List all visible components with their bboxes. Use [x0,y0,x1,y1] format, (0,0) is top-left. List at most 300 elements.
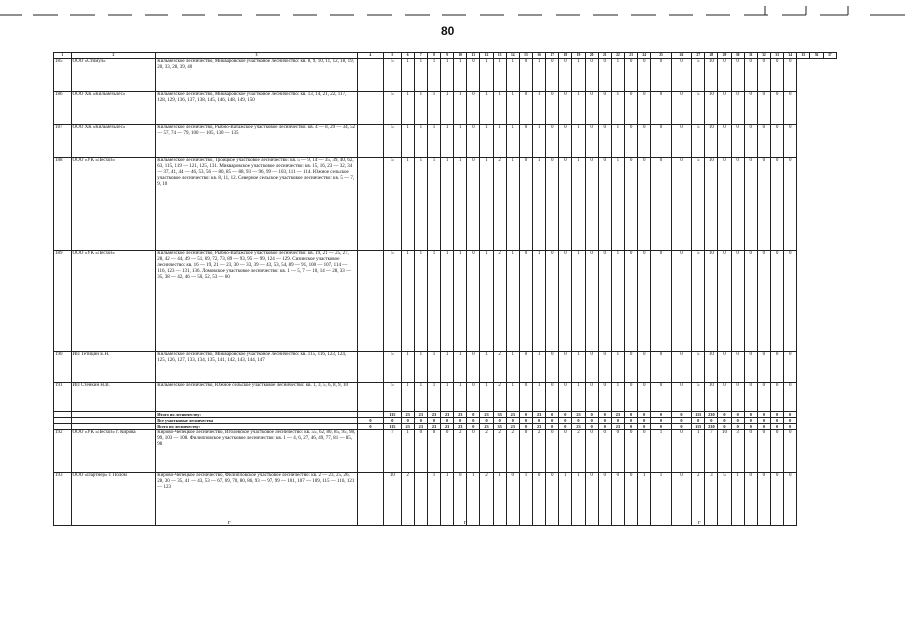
indicator-value: 1 [401,352,414,383]
column-number: 37 [823,53,836,59]
indicator-value: 0 [625,251,638,352]
indicator-value: 1 [441,473,454,526]
totals-value: 0 [506,418,519,424]
indicator-value: 5 [384,251,402,352]
indicator-value: 0 [671,352,691,383]
indicator-value: 0 [744,92,757,125]
indicator-value: 0 [744,125,757,158]
totals-label: Всего по лесничеству: [156,424,358,430]
indicator-value: 0 [467,59,480,92]
totals-value: 0 [467,412,480,418]
indicator-value: 1 [467,473,480,526]
indicator-value: 0 [718,251,731,352]
indicator-value [357,383,383,412]
indicator-value: 1 [493,125,506,158]
footer-mark: г [228,520,231,526]
row-number: 186 [54,92,72,125]
totals-value: 0 [598,424,611,430]
indicator-value: 1 [480,59,493,92]
totals-value: 230 [705,424,718,430]
indicator-value: 1 [519,473,532,526]
indicator-value: 2 [493,383,506,412]
indicator-value: 1 [611,59,624,92]
indicator-value: 0 [519,92,532,125]
column-number: 6 [401,53,414,59]
indicator-value: 0 [625,158,638,251]
totals-value: 0 [784,412,797,418]
indicator-value: 0 [638,383,651,412]
indicator-value: 2 [692,473,705,526]
column-number: 30 [731,53,744,59]
indicator-value: 1 [731,473,744,526]
indicator-value: 0 [651,251,671,352]
totals-value: 23 [441,424,454,430]
indicator-value: 1 [572,352,585,383]
footer-mark: г [464,520,467,526]
indicator-value: 0 [467,158,480,251]
indicator-value: 1 [414,158,427,251]
totals-label: Итого по лесничеству: [156,412,358,418]
indicator-value: 1 [480,251,493,352]
indicator-value: 2 [493,158,506,251]
indicator-value: 0 [598,352,611,383]
totals-value: 0 [651,418,671,424]
forestry-description: Кирово-Чепецкое лесничество, Иголевское участковое лесничество: кв. 55, 62, 80, 85, 95, 98, 99, 103 — 108. Филипповское участковое лесничество: кв. 1 — 4, 6, 27, 46, 49, 77, 81 — 85, 98 [156,430,358,473]
indicator-value: 1 [441,59,454,92]
row-number: 185 [54,59,72,92]
indicator-value: 1 [493,473,506,526]
indicator-value: 5 [718,473,731,526]
totals-value: 0 [401,418,414,424]
indicator-value: 0 [757,473,770,526]
indicator-value: 0 [467,352,480,383]
totals-value: 0 [598,418,611,424]
totals-value: 35 [493,424,506,430]
tenant-name: ООО ХК «Кильмезьлес» [71,92,156,125]
totals-value: 0 [671,412,691,418]
indicator-value: 1 [559,473,572,526]
indicator-value: 0 [671,59,691,92]
indicator-value: 1 [401,430,414,473]
column-number: 31 [744,53,757,59]
indicator-value: 1 [427,125,440,158]
indicator-value: 0 [731,59,744,92]
indicator-value: 1 [480,125,493,158]
totals-value: 23 [454,424,467,430]
totals-value: 115 [384,412,402,418]
indicator-value: 0 [585,92,598,125]
indicator-value: 0 [671,430,691,473]
indicator-value: 1 [533,251,546,352]
indicator-value: 0 [757,59,770,92]
indicator-value: 1 [638,473,651,526]
column-number: 21 [598,53,611,59]
indicator-value: 0 [744,251,757,352]
forestry-description: Кильмезское лесничество, Микваровское участковое лесничество: кв. 13, 14, 21, 22, 117, 128, 129, 136, 137, 138, 145, 146, 148, 149, 150 [156,92,358,125]
indicator-value: 2 [493,251,506,352]
indicator-value: 1 [480,352,493,383]
totals-value: 23 [427,424,440,430]
column-number: 36 [810,53,823,59]
totals-value: 0 [731,412,744,418]
indicator-value: 1 [651,430,671,473]
totals-value: 0 [546,418,559,424]
indicator-value: 0 [427,430,440,473]
totals-value: 23 [506,424,519,430]
indicator-value: 0 [671,473,691,526]
indicator-value: 1 [427,352,440,383]
indicator-value: 0 [546,352,559,383]
indicator-value: 1 [692,430,705,473]
indicator-value: 1 [480,92,493,125]
indicator-value: 0 [651,92,671,125]
indicator-value: 1 [441,92,454,125]
indicator-value: 0 [559,158,572,251]
indicator-value: 0 [519,125,532,158]
totals-value: 0 [718,412,731,418]
indicator-value: 1 [506,158,519,251]
indicator-value: 1 [427,473,440,526]
indicator-value: 1 [454,251,467,352]
totals-value: 0 [757,418,770,424]
column-number: 27 [692,53,705,59]
indicator-value: 10 [384,473,402,526]
indicator-value: 0 [506,473,519,526]
totals-value: 0 [572,418,585,424]
indicator-value: 0 [611,430,624,473]
indicator-value: 0 [454,473,467,526]
column-number: 5 [384,53,402,59]
indicator-value: 1 [533,158,546,251]
indicator-value: 2 [572,430,585,473]
totals-value: 0 [625,418,638,424]
totals-value: 0 [467,424,480,430]
indicator-value: 1 [401,59,414,92]
indicator-value: 0 [638,251,651,352]
column-number: 2 [71,53,156,59]
totals-value: 0 [480,418,493,424]
indicator-value: 1 [401,92,414,125]
totals-value: 23 [572,412,585,418]
indicator-value [357,92,383,125]
indicator-value: 1 [611,352,624,383]
column-number: 12 [480,53,493,59]
indicator-value: 1 [572,158,585,251]
indicator-value: 0 [598,158,611,251]
totals-value: 0 [651,424,671,430]
indicator-value: 1 [506,59,519,92]
column-number: 17 [546,53,559,59]
column-number: 33 [771,53,784,59]
indicator-value: 5 [692,158,705,251]
table-row [54,158,837,251]
indicator-value: 0 [731,383,744,412]
totals-value: 0 [625,412,638,418]
totals-value: 0 [585,424,598,430]
indicator-value: 1 [401,125,414,158]
indicator-value [357,251,383,352]
indicator-value: 5 [384,383,402,412]
indicator-value: 0 [731,158,744,251]
indicator-value: 0 [585,251,598,352]
totals-value: 0 [784,424,797,430]
indicator-value: 0 [546,473,559,526]
totals-value: 0 [585,412,598,418]
row-number: 190 [54,352,72,383]
indicator-value: 0 [651,158,671,251]
indicator-value: 0 [731,92,744,125]
indicator-value: 0 [718,352,731,383]
indicator-value: 2 [533,430,546,473]
indicator-value: 1 [533,352,546,383]
indicator-value: 1 [454,352,467,383]
indicator-value: 0 [559,125,572,158]
totals-value: 23 [572,424,585,430]
indicator-value: 1 [454,158,467,251]
indicator-value: 0 [638,430,651,473]
indicator-value: 0 [625,473,638,526]
table-row [54,383,837,412]
totals-value: 0 [441,418,454,424]
totals-value: 0 [625,424,638,430]
indicator-value: 1 [441,352,454,383]
totals-value: 23 [611,412,624,418]
totals-value: 0 [611,418,624,424]
indicator-value: 1 [441,383,454,412]
indicator-value: 0 [651,59,671,92]
column-number: 14 [506,53,519,59]
totals-value: 0 [705,418,718,424]
indicator-value: 0 [784,125,797,158]
totals-value: 0 [585,418,598,424]
indicator-value: 0 [671,158,691,251]
totals-value: 0 [784,418,797,424]
indicator-value: 0 [718,383,731,412]
indicator-value: 1 [611,125,624,158]
indicator-value: 1 [401,158,414,251]
indicator-value: 0 [744,158,757,251]
indicator-value: 0 [519,430,532,473]
forestry-description: Кильмезское лесничество, Южное сельское участковое лесничество: кв. 1, 3, 5, 6, 8, 9, 10 [156,383,358,412]
indicator-value: 5 [384,158,402,251]
indicator-value: 2 [493,430,506,473]
forestry-description: Кирово-Чепецкое лесничество, Филипповское участковое лесничество: кв. 2 — 23, 25, 26, 28, 30 — 35, 41 — 43, 53 — 67, 69, 70, 80, 86, 93 — 97, 99 — 101, 107 — 109, 115 — 116, 121 — 123 [156,473,358,526]
indicator-value: 1 [401,383,414,412]
column-number: 8 [427,53,440,59]
row-number: 188 [54,158,72,251]
indicator-value: 0 [744,430,757,473]
indicator-value: 0 [771,383,784,412]
indicator-value: 1 [506,92,519,125]
indicator-value: 1 [454,59,467,92]
forestry-description: Кильмезское лесничество, Троицкое участковое лесничество: кв. 5 — 9, 14 — 35, 39, 40, 62, 63, 115, 119 — 121, 125, 131. Микваровское участковое лесничество: кв. 15, 16, 23 — 32, 34 — 37, 41, 44 — 46, 53, 56 — 80, 85 — 88, 93 — 96, 99 — 103, 111 — 114. Южное сельское участковое лесничество: кв. 8, 11, 12. Северное сельское участковое лесничество: кв. 5 — 7, 9, 10 [156,158,358,251]
indicator-value: 0 [467,251,480,352]
indicator-value: 0 [559,383,572,412]
indicator-value: 0 [784,473,797,526]
totals-value: 115 [692,424,705,430]
totals-value: 23 [533,424,546,430]
indicator-value: 0 [598,125,611,158]
indicator-value: 1 [506,251,519,352]
totals-value: 23 [401,424,414,430]
indicator-value: 1 [427,158,440,251]
indicator-value: 0 [546,383,559,412]
indicator-value: 1 [454,125,467,158]
indicator-value: 10 [705,251,718,352]
row-number: 192 [54,430,72,473]
indicator-value: 0 [559,92,572,125]
indicator-value: 10 [705,125,718,158]
indicator-value: 1 [454,383,467,412]
table-row [54,352,837,383]
column-number: 10 [454,53,467,59]
indicator-value: 0 [784,251,797,352]
indicator-value: 0 [784,158,797,251]
indicator-value: 7 [705,430,718,473]
indicator-value: 1 [414,59,427,92]
column-number: 13 [493,53,506,59]
row-number: 189 [54,251,72,352]
indicator-value: 0 [771,92,784,125]
totals-value: 0 [731,424,744,430]
column-number: 15 [519,53,532,59]
totals-value: 23 [441,412,454,418]
indicator-value: 0 [671,125,691,158]
row-number: 191 [54,383,72,412]
indicator-value: 1 [572,251,585,352]
indicator-value: 1 [506,352,519,383]
column-number: 7 [414,53,427,59]
totals-value: 0 [357,418,383,424]
indicator-value: 1 [427,59,440,92]
totals-value: 115 [692,412,705,418]
indicator-value: 1 [493,92,506,125]
indicator-value: 1 [441,251,454,352]
indicator-value: 1 [533,125,546,158]
indicator-value: 0 [651,125,671,158]
indicator-value: 2 [454,430,467,473]
totals-value: 0 [533,418,546,424]
indicator-value: 1 [533,92,546,125]
indicator-value: 0 [757,352,770,383]
indicator-value: 0 [757,158,770,251]
totals-label: Все участковые лесничества [156,418,358,424]
indicator-value: 5 [692,352,705,383]
totals-value: 0 [427,418,440,424]
tenant-name: ИП Стенкин Н.В. [71,383,156,412]
indicator-value: 0 [519,158,532,251]
indicator-value: 0 [731,125,744,158]
indicator-value: 1 [414,352,427,383]
indicator-value: 2 [480,430,493,473]
indicator-value: 0 [671,92,691,125]
totals-value: 23 [414,412,427,418]
indicator-value: 2 [401,473,414,526]
indicator-value: 3 [731,430,744,473]
totals-value: 0 [598,412,611,418]
totals-value: 0 [546,412,559,418]
totals-value: 0 [744,412,757,418]
table-row [54,473,837,526]
totals-value: 0 [414,418,427,424]
page-number: 80 [441,24,455,38]
totals-value: 23 [611,424,624,430]
column-number: 24 [638,53,651,59]
indicator-value: 0 [731,251,744,352]
totals-value: 0 [671,418,691,424]
indicator-value: 1 [493,59,506,92]
indicator-value: 0 [757,125,770,158]
indicator-value: 0 [414,430,427,473]
totals-value: 0 [671,424,691,430]
column-number: 22 [611,53,624,59]
indicator-value: 1 [611,92,624,125]
indicator-value [357,473,383,526]
indicator-value: 1 [533,59,546,92]
indicator-value: 0 [718,92,731,125]
indicator-value: 5 [692,92,705,125]
column-number: 25 [651,53,671,59]
indicator-value: 0 [519,59,532,92]
indicator-value [357,430,383,473]
column-number: 16 [533,53,546,59]
column-number: 35 [797,53,810,59]
indicator-value: 0 [625,59,638,92]
tenant-name: ООО «Партнер» г. Полом [71,473,156,526]
indicator-value: 0 [784,92,797,125]
column-number: 19 [572,53,585,59]
indicator-value: 0 [651,352,671,383]
indicator-value: 0 [671,251,691,352]
register-table [53,52,837,526]
tenant-name: ООО «УК «Лесхоз» г. Кирова [71,430,156,473]
indicator-value: 10 [718,430,731,473]
indicator-value: 10 [705,158,718,251]
indicator-value: 0 [467,430,480,473]
forestry-description: Кильмезское лесничество, Рыбно-Ватажское участковое лесничество: кв. 4 — 8, 29 — 34, 52 — 57, 74 — 79, 100 — 105, 130 — 135 [156,125,358,158]
indicator-value: 0 [585,430,598,473]
indicator-value: 0 [467,92,480,125]
column-number: 32 [757,53,770,59]
totals-value: 23 [533,412,546,418]
indicator-value: 0 [585,352,598,383]
indicator-value: 0 [731,352,744,383]
indicator-value: 0 [441,430,454,473]
indicator-value: 0 [638,59,651,92]
indicator-value: 5 [384,125,402,158]
indicator-value: 2 [506,430,519,473]
totals-value: 0 [559,412,572,418]
totals-value: 0 [493,418,506,424]
totals-value: 0 [454,418,467,424]
totals-value: 23 [427,412,440,418]
indicator-value: 3 [705,473,718,526]
indicator-value: 5 [384,59,402,92]
totals-value: 0 [384,418,402,424]
totals-value: 23 [454,412,467,418]
totals-value: 0 [519,424,532,430]
indicator-value: 1 [454,92,467,125]
tenant-name: ООО «Стимул» [71,59,156,92]
indicator-value: 5 [692,251,705,352]
indicator-value: 1 [414,125,427,158]
indicator-value: 0 [625,125,638,158]
totals-value: 0 [744,418,757,424]
indicator-value: 0 [625,383,638,412]
indicator-value: 0 [598,59,611,92]
indicator-value: 0 [585,59,598,92]
indicator-value: 1 [611,251,624,352]
